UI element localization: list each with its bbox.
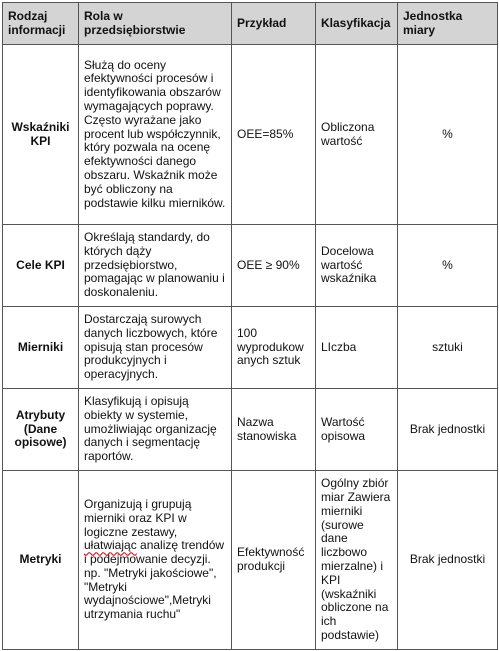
table-row (3, 389, 498, 471)
row-type: Cele KPI (3, 225, 79, 307)
table-row (3, 45, 498, 225)
spellcheck-underlined-word: ułatwiając (84, 538, 137, 553)
row-type: Atrybuty (Dane opisowe) (3, 389, 79, 471)
row-role: Określają standardy, do których dąży przedsiębiorstwo, pomagając w planowaniu i doskonaleniu. (79, 225, 232, 307)
row-classification: LIczba (316, 307, 398, 389)
row-role: Dostarczają surowych danych liczbowych, które opisują stan procesów produkcyjnych i operacyjnych. (79, 307, 232, 389)
header-jednostka: Jednostka miary (398, 3, 498, 45)
row-classification: Ogólny zbiór miar Zawiera mierniki (surowe dane liczbowo mierzalne) i KPI (wskaźniki obliczone na ich podstawie) (316, 471, 398, 650)
header-przyklad: Przykład (232, 3, 316, 45)
row-classification: Wartość opisowa (316, 389, 398, 471)
row-unit: % (398, 45, 498, 225)
row-example: OEE=85% (232, 45, 316, 225)
row-unit: sztuki (398, 307, 498, 389)
row-example: Efektywność produkcji (232, 471, 316, 650)
row-role-after: analizę trendów i podejmowanie decyzji. np. "Metryki jakościowe", "Metryki wydajnościowe",Metryki utrzymania ruchu" (84, 538, 225, 622)
row-example: OEE ≥ 90% (232, 225, 316, 307)
information-types-table (2, 2, 498, 650)
row-classification: Obliczona wartość (316, 45, 398, 225)
row-classification: Docelowa wartość wskaźnika (316, 225, 398, 307)
row-type: Wskaźniki KPI (3, 45, 79, 225)
row-example: 100 wyprodukowanych sztuk (232, 307, 316, 389)
row-example: Nazwa stanowiska (232, 389, 316, 471)
row-type: Mierniki (3, 307, 79, 389)
row-role-before: Organizują i grupują mierniki oraz KPI w logiczne zestawy, (84, 496, 192, 539)
table-row (3, 225, 498, 307)
row-type: Metryki (3, 471, 79, 650)
row-role (79, 471, 232, 650)
table-row (3, 307, 498, 389)
row-role: Klasyfikują i opisują obiekty w systemie, umożliwiając organizację danych i segmentację raportów. (79, 389, 232, 471)
row-unit: Brak jednostki (398, 389, 498, 471)
header-klasyfikacja: Klasyfikacja (316, 3, 398, 45)
row-unit: % (398, 225, 498, 307)
table-row (3, 471, 498, 650)
row-unit: Brak jednostki (398, 471, 498, 650)
header-rola: Rola w przedsiębiorstwie (79, 3, 232, 45)
header-rodzaj: Rodzaj informacji (3, 3, 79, 45)
header-row (3, 3, 498, 45)
row-role: Służą do oceny efektywności procesów i identyfikowania obszarów wymagających poprawy. Często wyrażane jako procent lub współczynnik, który pozwala na ocenę efektywności danego obszaru. Wskaźnik może być obliczony na podstawie kilku mierników. (79, 45, 232, 225)
